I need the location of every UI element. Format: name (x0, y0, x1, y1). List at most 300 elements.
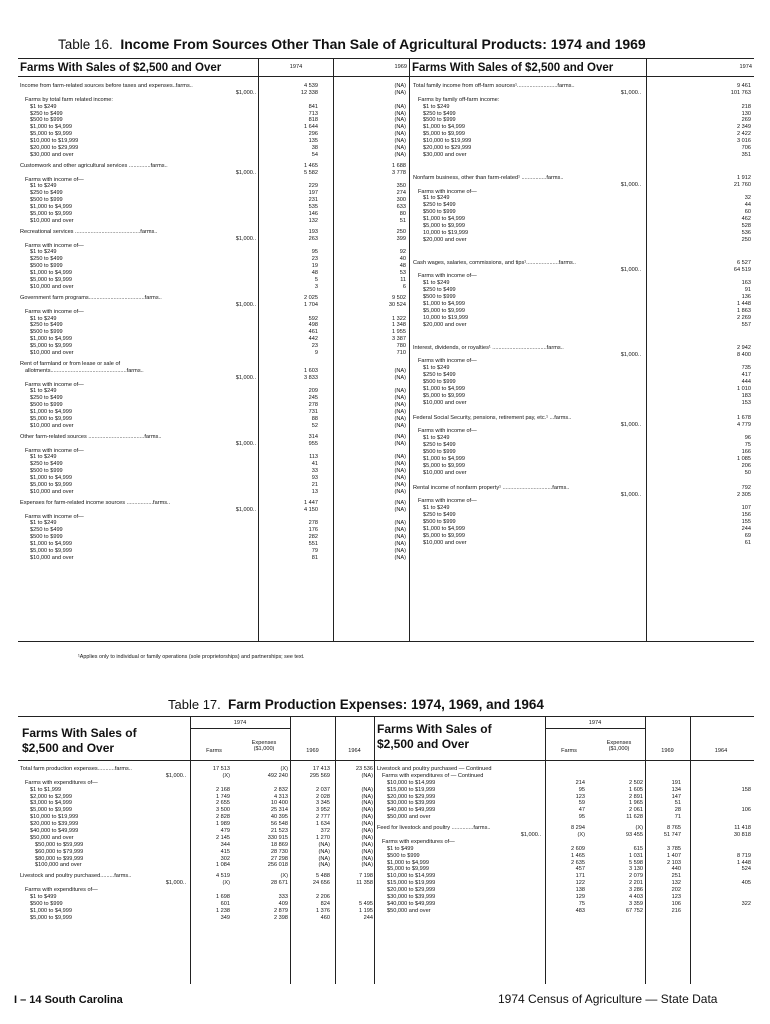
cell-value: 2 655 (216, 800, 230, 807)
row-label: $2,000 to $2,999 (30, 793, 72, 800)
cell-value: 322 (741, 900, 751, 907)
cell-value: 30 818 (733, 832, 751, 839)
cell-value: 278 (308, 520, 318, 527)
cell-value: 3 016 (737, 138, 751, 145)
table-row (413, 345, 753, 352)
cell-value: (NA) (394, 151, 406, 158)
table-row (413, 90, 753, 97)
row-label: $1 to $249 (30, 520, 57, 527)
cell-value: 106 (671, 900, 681, 907)
row-label: Farms with income of— (418, 428, 477, 435)
row-label: $250 to $499 (423, 442, 456, 449)
row-label: $500 to $999 (30, 329, 63, 336)
cell-value: 1 989 (216, 821, 230, 828)
row-label: $60,000 to $79,999 (35, 848, 84, 855)
table-row (413, 533, 753, 540)
row-label: $20,000 to $29,999 (423, 145, 472, 152)
cell-value: (NA) (394, 534, 406, 541)
row-label: $500 to $999 (30, 117, 63, 124)
table-row (413, 145, 753, 152)
row-label: $10,000 and over (30, 349, 74, 356)
row-label: $500 to $999 (423, 379, 456, 386)
row-label: Recreational services ..........................................farms.. (20, 228, 158, 235)
row-label: $1,000 to $4,999 (387, 859, 429, 866)
t17-col-expenses-line1: Expenses (251, 740, 277, 746)
cell-value: 2 103 (667, 859, 681, 866)
table-row (413, 189, 753, 196)
row-label: Customwork and other agricultural services ..............farms.. (20, 162, 168, 169)
row-label: $20,000 to $39,999 (30, 821, 79, 828)
cell-value: 138 (575, 887, 585, 894)
row-label: $1,000.. (620, 266, 641, 273)
cell-value: 409 (278, 900, 288, 907)
cell-value: 218 (741, 103, 751, 110)
cell-value: 244 (741, 525, 751, 532)
cell-value: 351 (741, 151, 751, 158)
cell-value: (NA) (394, 488, 406, 495)
cell-value: 28 730 (270, 848, 288, 855)
cell-value: 2 079 (629, 873, 643, 880)
row-label: $1,000.. (620, 421, 641, 428)
table-row (377, 873, 753, 880)
table-row (377, 894, 753, 901)
cell-value: (X) (280, 873, 288, 880)
row-label: $5,000 to $9,999 (30, 914, 72, 921)
row-label: $20,000 to $29,999 (387, 793, 436, 800)
t17-right-col-expenses (593, 740, 645, 752)
cell-value: 5 598 (629, 859, 643, 866)
cell-value: 2 349 (737, 124, 751, 131)
row-label: $1 to $249 (423, 195, 450, 202)
table-row (20, 441, 410, 448)
cell-value: 1 704 (304, 301, 318, 308)
t17-right-col-farms: Farms (561, 748, 577, 754)
cell-value: 1 376 (316, 907, 330, 914)
cell-value: (NA) (361, 786, 373, 793)
t17-right-header (377, 722, 492, 752)
row-label: Farms with income of— (418, 358, 477, 365)
cell-value: 147 (671, 793, 681, 800)
cell-value: 9 461 (737, 83, 751, 89)
cell-value: (NA) (361, 772, 373, 779)
table-row (413, 104, 753, 111)
row-label: $250 to $499 (30, 322, 63, 329)
row-label: $250 to $499 (423, 110, 456, 117)
cell-value: 1 447 (304, 499, 318, 506)
row-label: Total family income from off-farm sources¹..........................farms.. (413, 83, 575, 89)
cell-value: 17 513 (212, 766, 230, 772)
table-row (413, 209, 753, 216)
table-row (20, 468, 410, 475)
t16-col-1974: 1974 (289, 64, 303, 70)
table-row (20, 520, 410, 527)
cell-value: 23 (311, 256, 318, 263)
t16-left-header: Farms With Sales of $2,500 and Over (20, 62, 222, 74)
row-label: $500 to $999 (30, 534, 63, 541)
row-label: $1 to $249 (30, 183, 57, 190)
row-label: Rental income of nonfarm property¹ ................................farms.. (413, 484, 570, 491)
cell-value: 2 201 (629, 880, 643, 887)
row-label: $1,000.. (235, 374, 256, 381)
row-label: Farms with income of— (418, 498, 477, 505)
cell-value: 130 (741, 110, 751, 117)
table-row (20, 766, 375, 773)
row-label: $1 to $249 (423, 365, 450, 372)
row-label: $50,000 to $59,999 (35, 841, 84, 848)
cell-value: 1 688 (392, 162, 406, 169)
cell-value: 780 (396, 343, 406, 350)
table-row (20, 887, 375, 894)
cell-value: 88 (311, 415, 318, 422)
t16-col-1969: 1969 (394, 64, 407, 70)
t17-left-header-line1: Farms With Sales of (22, 726, 137, 740)
cell-value: (NA) (394, 440, 406, 447)
row-label: $1 to $249 (423, 280, 450, 287)
cell-value: 6 527 (737, 259, 751, 266)
cell-value: 3 130 (629, 866, 643, 873)
table-row (20, 514, 410, 521)
cell-value: 415 (220, 848, 230, 855)
cell-value: (NA) (318, 848, 330, 855)
row-label: $15,000 to $19,999 (387, 786, 436, 793)
cell-value: 56 548 (270, 821, 288, 828)
row-label: $1,000 to $4,999 (423, 301, 465, 308)
cell-value: 92 (399, 249, 406, 256)
table-row (413, 372, 753, 379)
cell-value: 197 (308, 190, 318, 197)
table-row (413, 519, 753, 526)
row-label: $250 to $499 (30, 256, 63, 263)
cell-value: 80 (399, 211, 406, 218)
row-label: $1,000.. (620, 181, 641, 188)
row-label: $40,000 to $49,999 (387, 807, 436, 814)
cell-value: 79 (311, 548, 318, 554)
cell-value: 460 (320, 914, 330, 921)
row-label: $100,000 and over (35, 862, 82, 869)
table-row (377, 794, 753, 801)
table-row (413, 393, 753, 400)
cell-value: 3 286 (629, 887, 643, 894)
table-row (20, 894, 375, 901)
cell-value: 250 (396, 228, 406, 235)
row-label: Farms with income of— (25, 513, 84, 520)
cell-value: 2 305 (737, 491, 751, 498)
cell-value: (NA) (394, 131, 406, 138)
row-label: $1,000 to $4,999 (30, 204, 72, 211)
cell-value: 11 628 (626, 814, 643, 821)
cell-value: 231 (308, 197, 318, 204)
table-row (413, 526, 753, 533)
cell-value: 40 395 (270, 814, 288, 821)
cell-value: (NA) (394, 461, 406, 468)
table-row (413, 287, 753, 294)
row-label: $40,000 to $49,999 (30, 828, 79, 835)
cell-value: 4 313 (274, 793, 288, 800)
row-label: Farms with income of— (25, 447, 84, 454)
table-17-label: Table 17. (168, 697, 221, 712)
cell-value: 479 (220, 828, 230, 835)
cell-value: 818 (308, 117, 318, 124)
cell-value: 75 (578, 900, 585, 907)
row-label: $1,000.. (235, 235, 256, 242)
table-17-heading: Farm Production Expenses: 1974, 1969, and 1964 (228, 697, 544, 712)
cell-value: 59 (578, 800, 585, 807)
table-row (20, 434, 410, 441)
table-row (20, 361, 410, 368)
page-footer-right: 1974 Census of Agriculture — State Data (498, 992, 718, 1006)
cell-value: 344 (220, 841, 230, 848)
cell-value: 3 500 (216, 807, 230, 814)
row-label: $500 to $999 (30, 468, 63, 475)
cell-value: 2 635 (571, 859, 585, 866)
t17-right-header-line2: $2,500 and Over (377, 737, 470, 751)
cell-value: (NA) (318, 862, 330, 869)
table-row (20, 336, 410, 343)
cell-value: 2 168 (216, 786, 230, 793)
cell-value: 8 719 (737, 852, 751, 859)
cell-value: 1 678 (737, 414, 751, 421)
cell-value: (NA) (394, 145, 406, 152)
table-row (20, 329, 410, 336)
table-row (413, 182, 753, 189)
table-row (20, 814, 375, 821)
row-label: $30,000 and over (423, 151, 467, 158)
cell-value: 3 778 (392, 169, 406, 176)
cell-value: 5 488 (316, 873, 330, 880)
cell-value: (NA) (394, 499, 406, 506)
row-label: $10,000 and over (30, 488, 74, 495)
cell-value: (NA) (361, 862, 373, 869)
cell-value: 1 084 (216, 862, 230, 869)
row-label: $1 to $249 (423, 103, 450, 110)
cell-value: 4 403 (629, 894, 643, 901)
cell-value: (NA) (394, 422, 406, 429)
t17-left-table (20, 766, 375, 922)
cell-value: 5 (314, 277, 318, 284)
cell-value: (X) (635, 825, 643, 832)
t17-left-header-line2: $2,500 and Over (22, 741, 115, 755)
table-row (20, 409, 410, 416)
row-label: Farms with expenditures of— (25, 779, 98, 786)
cell-value: 1 348 (392, 322, 406, 329)
cell-value: 557 (741, 321, 751, 328)
t17-right-col-1974: 1974 (588, 720, 602, 726)
cell-value: 30 524 (388, 301, 406, 308)
table-row (377, 780, 753, 787)
cell-value: 136 (741, 294, 751, 301)
table-row (20, 138, 410, 145)
table-row (413, 512, 753, 519)
cell-value: 10 400 (270, 800, 288, 807)
t17-right-col-1969: 1969 (661, 748, 674, 754)
table-row (413, 97, 753, 104)
cell-value: 6 (402, 283, 406, 290)
cell-value: 129 (575, 894, 585, 901)
cell-value: 71 (674, 814, 681, 821)
table-row (20, 807, 375, 814)
table-row (20, 131, 410, 138)
row-label: $5,000 to $9,999 (30, 131, 72, 138)
cell-value: 1 634 (316, 821, 330, 828)
table-row (20, 880, 375, 887)
row-label: $5,000 to $9,999 (30, 415, 72, 422)
cell-value: 156 (741, 512, 751, 519)
row-label: $5,000 to $9,999 (387, 866, 429, 873)
row-label: Nonfarm business, other than farm-related¹ ................farms.. (413, 174, 564, 181)
table-row (20, 780, 375, 787)
table-row (413, 379, 753, 386)
cell-value: 24 656 (312, 880, 330, 887)
table-row (413, 223, 753, 230)
table-row (377, 832, 753, 839)
cell-value: 8 765 (667, 825, 681, 832)
cell-value: (NA) (394, 110, 406, 117)
cell-value: 158 (741, 786, 751, 793)
cell-value: 3 785 (667, 845, 681, 852)
table-row (20, 145, 410, 152)
row-label: $500 to $999 (30, 197, 63, 204)
table-row (20, 548, 410, 555)
table-row (377, 839, 753, 846)
row-label: $5,000 to $9,999 (30, 211, 72, 218)
cell-value: (NA) (361, 821, 373, 828)
table-row (413, 83, 753, 90)
cell-value: 153 (741, 399, 751, 406)
cell-value: 166 (741, 449, 751, 456)
cell-value: 23 536 (355, 766, 373, 772)
t17-1974-rule (190, 728, 290, 729)
row-label: $1,000 to $4,999 (30, 336, 72, 343)
table-row (413, 301, 753, 308)
cell-value: 17 413 (312, 766, 330, 772)
cell-value: (NA) (394, 415, 406, 422)
row-label: $10,000 and over (423, 399, 467, 406)
table-row (20, 211, 410, 218)
table-row (20, 555, 410, 562)
table-row (20, 828, 375, 835)
cell-value: 792 (741, 484, 751, 491)
cell-value: 9 502 (392, 294, 406, 301)
cell-value: 1 965 (629, 800, 643, 807)
table-row (20, 482, 410, 489)
cell-value: 1 010 (737, 385, 751, 392)
cell-value: 251 (671, 873, 681, 880)
row-label: $1,000.. (620, 491, 641, 498)
table-row (20, 821, 375, 828)
cell-value: 551 (308, 541, 318, 548)
row-label: $250 to $499 (30, 527, 63, 534)
row-label: Rent of farmland or from lease or sale of (20, 360, 121, 367)
cell-value: 399 (396, 235, 406, 242)
row-label: $10,000 to $14,999 (387, 873, 436, 880)
t17-right-header-line1: Farms With Sales of (377, 722, 492, 736)
table-row (20, 277, 410, 284)
cell-value: 601 (220, 900, 230, 907)
table-row (20, 343, 410, 350)
row-label: $250 to $499 (423, 512, 456, 519)
cell-value: 191 (671, 779, 681, 786)
table-row (20, 90, 410, 97)
cell-value: 1 912 (737, 174, 751, 181)
cell-value: 21 760 (733, 181, 751, 188)
cell-value: 209 (308, 388, 318, 395)
row-label: Farms with income of— (418, 188, 477, 195)
row-label: Income from farm-related sources before taxes and expenses..farms.. (20, 83, 193, 89)
row-label: $30,000 and over (30, 151, 74, 158)
row-label: Total farm production expenses...........farms.. (20, 766, 132, 772)
table-row (20, 236, 410, 243)
cell-value: (NA) (394, 367, 406, 374)
cell-value: 123 (671, 894, 681, 901)
cell-value: 132 (308, 217, 318, 224)
cell-value: 2 828 (216, 814, 230, 821)
table-row (413, 352, 753, 359)
row-label: Farms with income of— (25, 176, 84, 183)
cell-value: 444 (741, 379, 751, 386)
cell-value: 296 (308, 131, 318, 138)
cell-value: 1 955 (392, 329, 406, 336)
table-row (20, 901, 375, 908)
t17-1974-rule-right (545, 728, 645, 729)
table-row (20, 454, 410, 461)
table-row (377, 880, 753, 887)
t17-right-table (377, 766, 753, 915)
row-label: $10,000 and over (30, 554, 74, 561)
row-label: Farms with expenditures of— (25, 887, 98, 894)
cell-value: 314 (308, 433, 318, 440)
cell-value: 51 (674, 800, 681, 807)
row-label: $1,000.. (165, 880, 186, 887)
table-row (20, 295, 410, 302)
cell-value: (NA) (394, 402, 406, 409)
cell-value: 735 (741, 365, 751, 372)
table-row (413, 117, 753, 124)
cell-value: 13 (311, 488, 318, 495)
table-row (377, 901, 753, 908)
cell-value: 3 952 (316, 807, 330, 814)
table-row (20, 873, 375, 880)
t16-right-header: Farms With Sales of $2,500 and Over (412, 62, 614, 74)
cell-value: 21 (311, 481, 318, 488)
table-row (20, 541, 410, 548)
cell-value: 2 028 (316, 793, 330, 800)
cell-value: (NA) (394, 454, 406, 461)
t16-footnote: ¹Applies only to individual or family operations (sole proprietorships) and partnerships; see text. (78, 654, 305, 660)
row-label: $1,000.. (165, 772, 186, 779)
table-row (20, 842, 375, 849)
cell-value: 955 (308, 440, 318, 447)
cell-value: (NA) (394, 527, 406, 534)
cell-value: (NA) (394, 481, 406, 488)
cell-value: 263 (308, 235, 318, 242)
row-label: $1,000.. (235, 89, 256, 96)
table-row (413, 415, 753, 422)
cell-value: (NA) (318, 855, 330, 862)
table-row (413, 358, 753, 365)
cell-value: 8 400 (737, 351, 751, 358)
table-row (413, 322, 753, 329)
row-label: 10,000 to $19,999 (423, 229, 469, 236)
cell-value: (NA) (394, 548, 406, 554)
table-row (377, 853, 753, 860)
cell-value: (X) (222, 880, 230, 887)
row-label: Livestock and poultry purchased — Continued (377, 766, 492, 772)
cell-value: (NA) (394, 103, 406, 110)
cell-value: 95 (311, 249, 318, 256)
cell-value: 64 519 (733, 266, 751, 273)
cell-value: 61 (744, 539, 751, 546)
row-label: $1,000.. (235, 440, 256, 447)
